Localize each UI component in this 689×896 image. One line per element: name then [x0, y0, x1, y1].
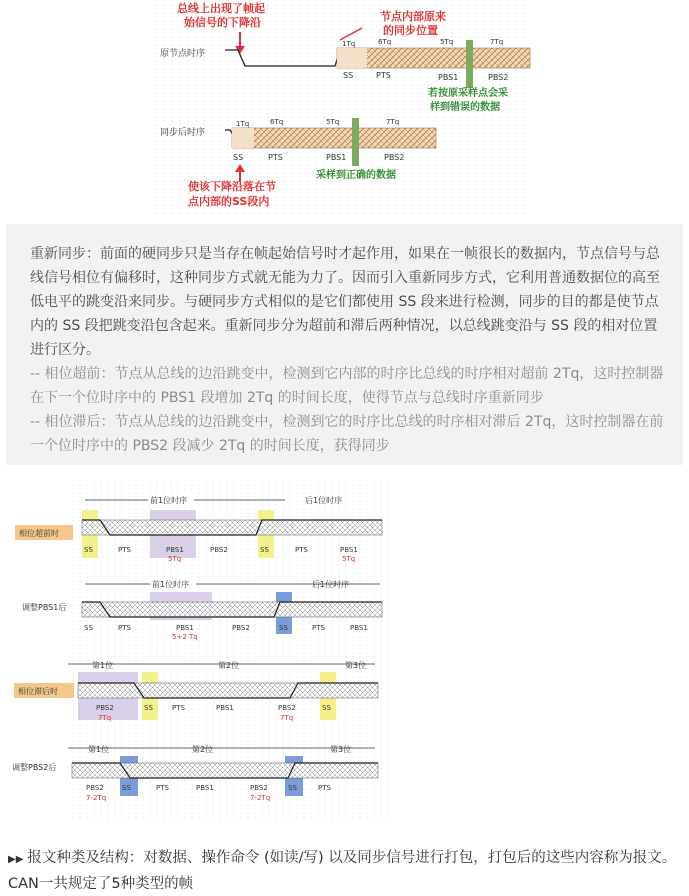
block3-label: 相位滞后时	[18, 687, 58, 696]
annotation-bus-falling-edge-2: 始信号的下降沿	[184, 16, 261, 29]
row2-tq-3: 5Tq	[326, 118, 340, 126]
phase-advance-paragraph: -- 相位超前：节点从总线的边沿跳变中，检测到它内部的时序比总线的时序相对超前 2Tq，这时控制器在下一个位时序中的 PBS1 段增加 2Tq 的时间长度，使得节点与总线时序重新同步	[30, 366, 664, 406]
phase-lag-paragraph: -- 相位滞后：节点从总线的边沿跳变中，检测到它的时序比总线的时序相对滞后 2Tq，这时控制器在前一个位时序中的 PBS2 段减少 2Tq 的时间长度，获得同步	[30, 414, 664, 454]
b2-tq: 5+2 Tq	[172, 633, 198, 641]
b1-tq-1: 5Tq	[168, 555, 182, 563]
b1-seg-pbs1: PBS1	[166, 546, 184, 554]
annotation-node-orig-1: 节点内部原来	[380, 10, 446, 23]
annotation-node-orig-2: 的同步位置	[383, 24, 438, 37]
b4-seg-pbs2: PBS2	[86, 784, 104, 792]
row2-label: 同步后时序	[160, 128, 206, 138]
row1-seg-ss: SS	[343, 71, 354, 80]
block2-title-right: 后1位时序	[312, 580, 350, 589]
b3-tq-1: 7Tq	[98, 714, 112, 722]
b2-seg-pts: PTS	[118, 624, 131, 632]
b3-seg-pts: PTS	[172, 704, 185, 712]
row2-tq-1: 1Tq	[236, 120, 250, 128]
annotation-fall-in-ss-2: 点内部的SS段内	[188, 195, 270, 208]
b1-seg-pbs2: PBS2	[210, 546, 228, 554]
b2-seg-pbs1: PBS1	[176, 624, 194, 632]
block2-title-left: 前1位时序	[152, 580, 190, 589]
annotation-fall-in-ss-1: 使该下降沿落在节	[188, 180, 276, 193]
row1-tq-3: 5Tq	[440, 38, 454, 46]
annotation-bus-falling-edge-1: 总线上出现了帧起	[177, 2, 265, 15]
annotation-sample-wrong-2: 样到错误的数据	[430, 102, 500, 113]
row1-tq-4: 7Tq	[490, 38, 504, 46]
row2-seg-pbs1: PBS1	[326, 153, 347, 162]
b4-tq-1: 7-2Tq	[86, 794, 107, 802]
resync-explanation-block	[6, 224, 683, 465]
block4-bit3: 第3位	[330, 745, 352, 754]
row1-seg-pbs2: PBS2	[488, 73, 509, 82]
row1-seg-pbs1: PBS1	[438, 73, 459, 82]
block1-title-left: 前1位时序	[150, 496, 188, 505]
b2-seg-ss: SS	[84, 624, 93, 632]
b2-seg-pts2: PTS	[312, 624, 325, 632]
block1-title-right: 后1位时序	[305, 496, 343, 505]
b1-seg-pbs1-2: PBS1	[340, 546, 358, 554]
b3-seg-ss2: SS	[322, 704, 331, 712]
row1-tq-1: 1Tq	[342, 40, 356, 48]
b1-tq-2: 5Tq	[342, 555, 356, 563]
b1-seg-ss2: SS	[260, 546, 269, 554]
b3-seg-pbs2: PBS2	[96, 704, 114, 712]
row2-seg-pts: PTS	[268, 153, 283, 162]
b3-tq-2: 7Tq	[280, 714, 294, 722]
frame-types-text: 报文种类及结构：对数据、操作命令 (如读/写) 以及同步信号进行打包，打包后的这些内容称为报文。CAN一共规定了5种类型的帧	[8, 850, 677, 892]
double-arrow-icon: ▶▶	[8, 854, 24, 865]
b3-seg-pbs2-2: PBS2	[278, 704, 296, 712]
b1-seg-ss: SS	[84, 546, 93, 554]
row2-tq-2: 6Tq	[270, 118, 284, 126]
annotation-sample-right: 采样到正确的数据	[316, 170, 396, 181]
b3-seg-pbs1: PBS1	[216, 704, 234, 712]
block3-bit1: 第1位	[92, 661, 114, 670]
b4-seg-ss2: SS	[288, 784, 297, 792]
b4-seg-pts: PTS	[156, 784, 169, 792]
block3-bit3: 第3位	[345, 661, 367, 670]
b3-seg-ss: SS	[144, 704, 153, 712]
annotation-sample-wrong-1: 若按原采样点会采	[428, 88, 508, 99]
b4-seg-ss: SS	[122, 784, 131, 792]
b1-seg-pts: PTS	[118, 546, 131, 554]
row2-seg-ss: SS	[233, 153, 244, 162]
row2-seg-pbs2: PBS2	[384, 153, 405, 162]
b4-seg-pbs1: PBS1	[196, 784, 214, 792]
row1-label: 原节点时序	[160, 49, 206, 59]
b2-seg-pbs2: PBS2	[232, 624, 250, 632]
resync-timing-figure	[0, 480, 689, 835]
block4-bit2: 第2位	[192, 745, 214, 754]
row1-seg-pts: PTS	[376, 71, 391, 80]
b4-tq-2: 7-2Tq	[250, 794, 271, 802]
b2-seg-ss2: SS	[279, 624, 288, 632]
b4-seg-pts2: PTS	[318, 784, 331, 792]
b1-seg-pts2: PTS	[295, 546, 308, 554]
resync-main-paragraph: 重新同步：前面的硬同步只是当存在帧起始信号时才起作用，如果在一帧很长的数据内，节点信号与总线信号相位有偏移时，这种同步方式就无能为力了。因而引入重新同步方式，它利用普通数据位的高至低电平的跳变沿来同步。与硬同步方式相似的是它们都使用 SS 段来进行检测，同步的目的都是使节点内的 SS 段把跳变沿包含起来。重新同步分为超前和滞后两种情况，以总线跳变沿与 SS 段的相对位置进行区分。	[30, 246, 660, 358]
b2-seg-pbs1-2: PBS1	[350, 624, 368, 632]
block4-bit1: 第1位	[88, 745, 110, 754]
b4-seg-pbs2-2: PBS2	[250, 784, 268, 792]
block2-label: 调整PBS1后	[22, 603, 67, 612]
block4-label: 调整PBS2后	[12, 763, 57, 772]
block3-bit2: 第2位	[218, 661, 240, 670]
frame-types-paragraph	[8, 846, 684, 896]
row2-tq-4: 7Tq	[386, 118, 400, 126]
row1-tq-2: 6Tq	[378, 38, 392, 46]
block1-label: 相位超前时	[19, 529, 59, 538]
hard-sync-timing-figure	[0, 0, 689, 215]
